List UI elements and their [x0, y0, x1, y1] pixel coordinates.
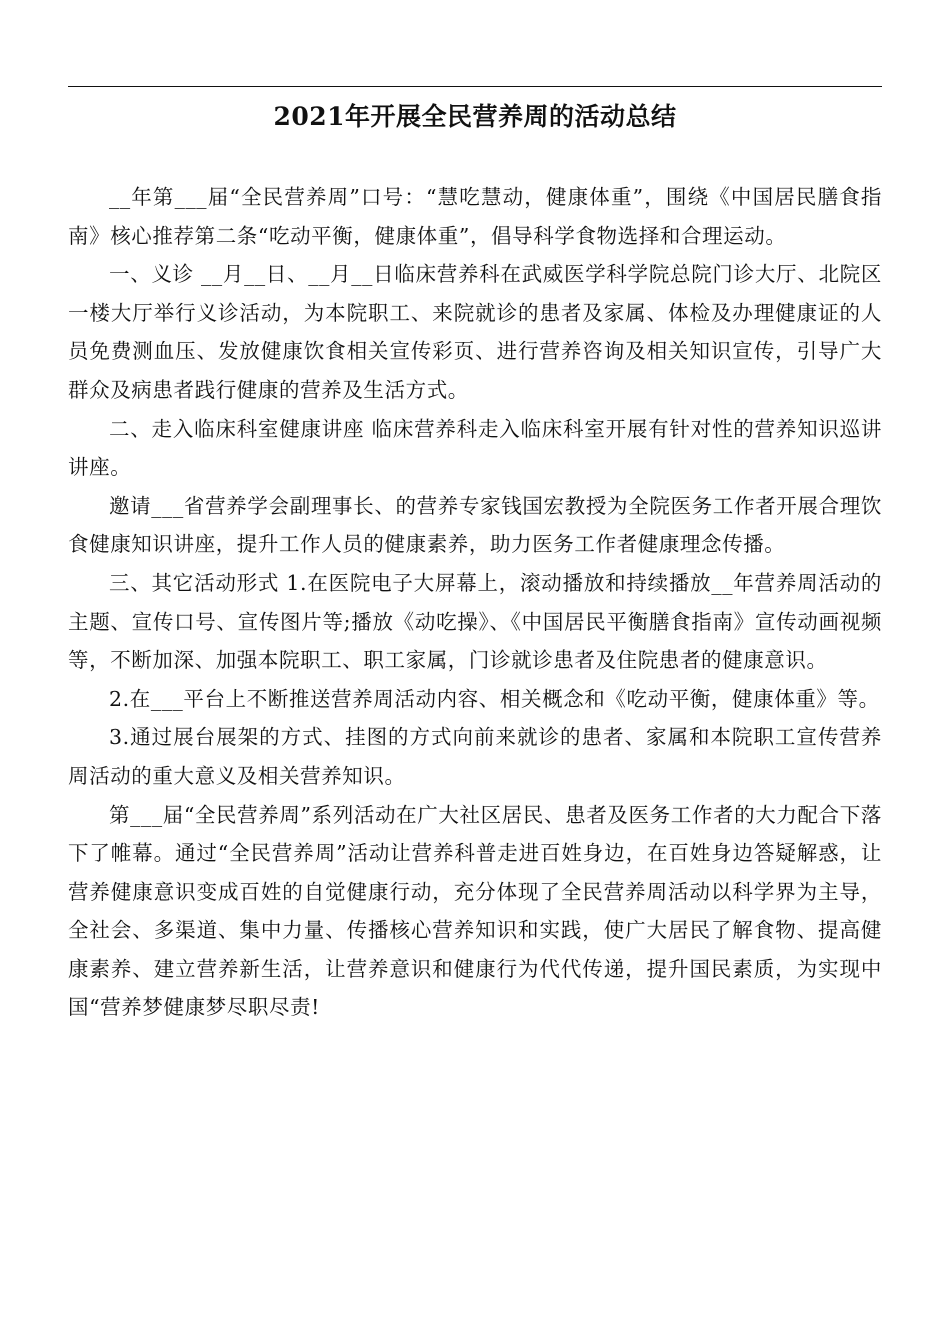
paragraph-other-activities: 三、其它活动形式 1.在医院电子大屏幕上，滚动播放和持续播放__年营养周活动的主题、宣传口号、宣传图片等;播放《动吃操》、《中国居民平衡膳食指南》宣传动画视频等，不断加深、加强本院职工、职工家属，门诊就诊患者及住院患者的健康意识。: [68, 570, 882, 673]
document-title: 2021年开展全民营养周的活动总结: [273, 102, 677, 131]
paragraph-expert-lecture: 邀请___省营养学会副理事长、的营养专家钱国宏教授为全院医务工作者开展合理饮食健康知识讲座，提升工作人员的健康素养，助力医务工作者健康理念传播。: [68, 493, 882, 557]
paragraph-platform-push: 2.在___平台上不断推送营养周活动内容、相关概念和《吃动平衡，健康体重》等。: [109, 686, 880, 711]
paragraph-conclusion: 第___届“全民营养周”系列活动在广大社区居民、患者及医务工作者的大力配合下落下了帷幕。通过“全民营养周”活动让营养科普走进百姓身边，在百姓身边答疑解惑，让营养健康意识变成百姓的自觉健康行动，充分体现了全民营养周活动以科学界为主导，全社会、多渠道、集中力量、传播核心营养知识和实践，使广大居民了解食物、提高健康素养、建立营养新生活，让营养意识和健康行为代代传递，提升国民素质，为实现中国“营养梦健康梦尽职尽责!: [68, 802, 882, 1020]
paragraph-intro: __年第___届“全民营养周”口号：“慧吃慧动，健康体重”，围绕《中国居民膳食指南》核心推荐第二条“吃动平衡，健康体重”，倡导科学食物选择和合理运动。: [68, 185, 882, 248]
document-body: [68, 178, 882, 1027]
header-rule: [68, 86, 882, 87]
paragraph-free-clinic: 一、义诊 __月__日、__月__日临床营养科在武威医学科学院总院门诊大厅、北院区一楼大厅举行义诊活动，为本院职工、来院就诊的患者及家属、体检及办理健康证的人员免费测血压、发放健康饮食相关宣传彩页、进行营养咨询及相关知识宣传，引导广大群众及病患者践行健康的营养及生活方式。: [68, 262, 882, 402]
paragraph-exhibition: 3.通过展台展架的方式、挂图的方式向前来就诊的患者、家属和本院职工宣传营养周活动的重大意义及相关营养知识。: [68, 725, 882, 788]
paragraph-department-lectures: 二、走入临床科室健康讲座 临床营养科走入临床科室开展有针对性的营养知识巡讲讲座。: [68, 416, 882, 480]
